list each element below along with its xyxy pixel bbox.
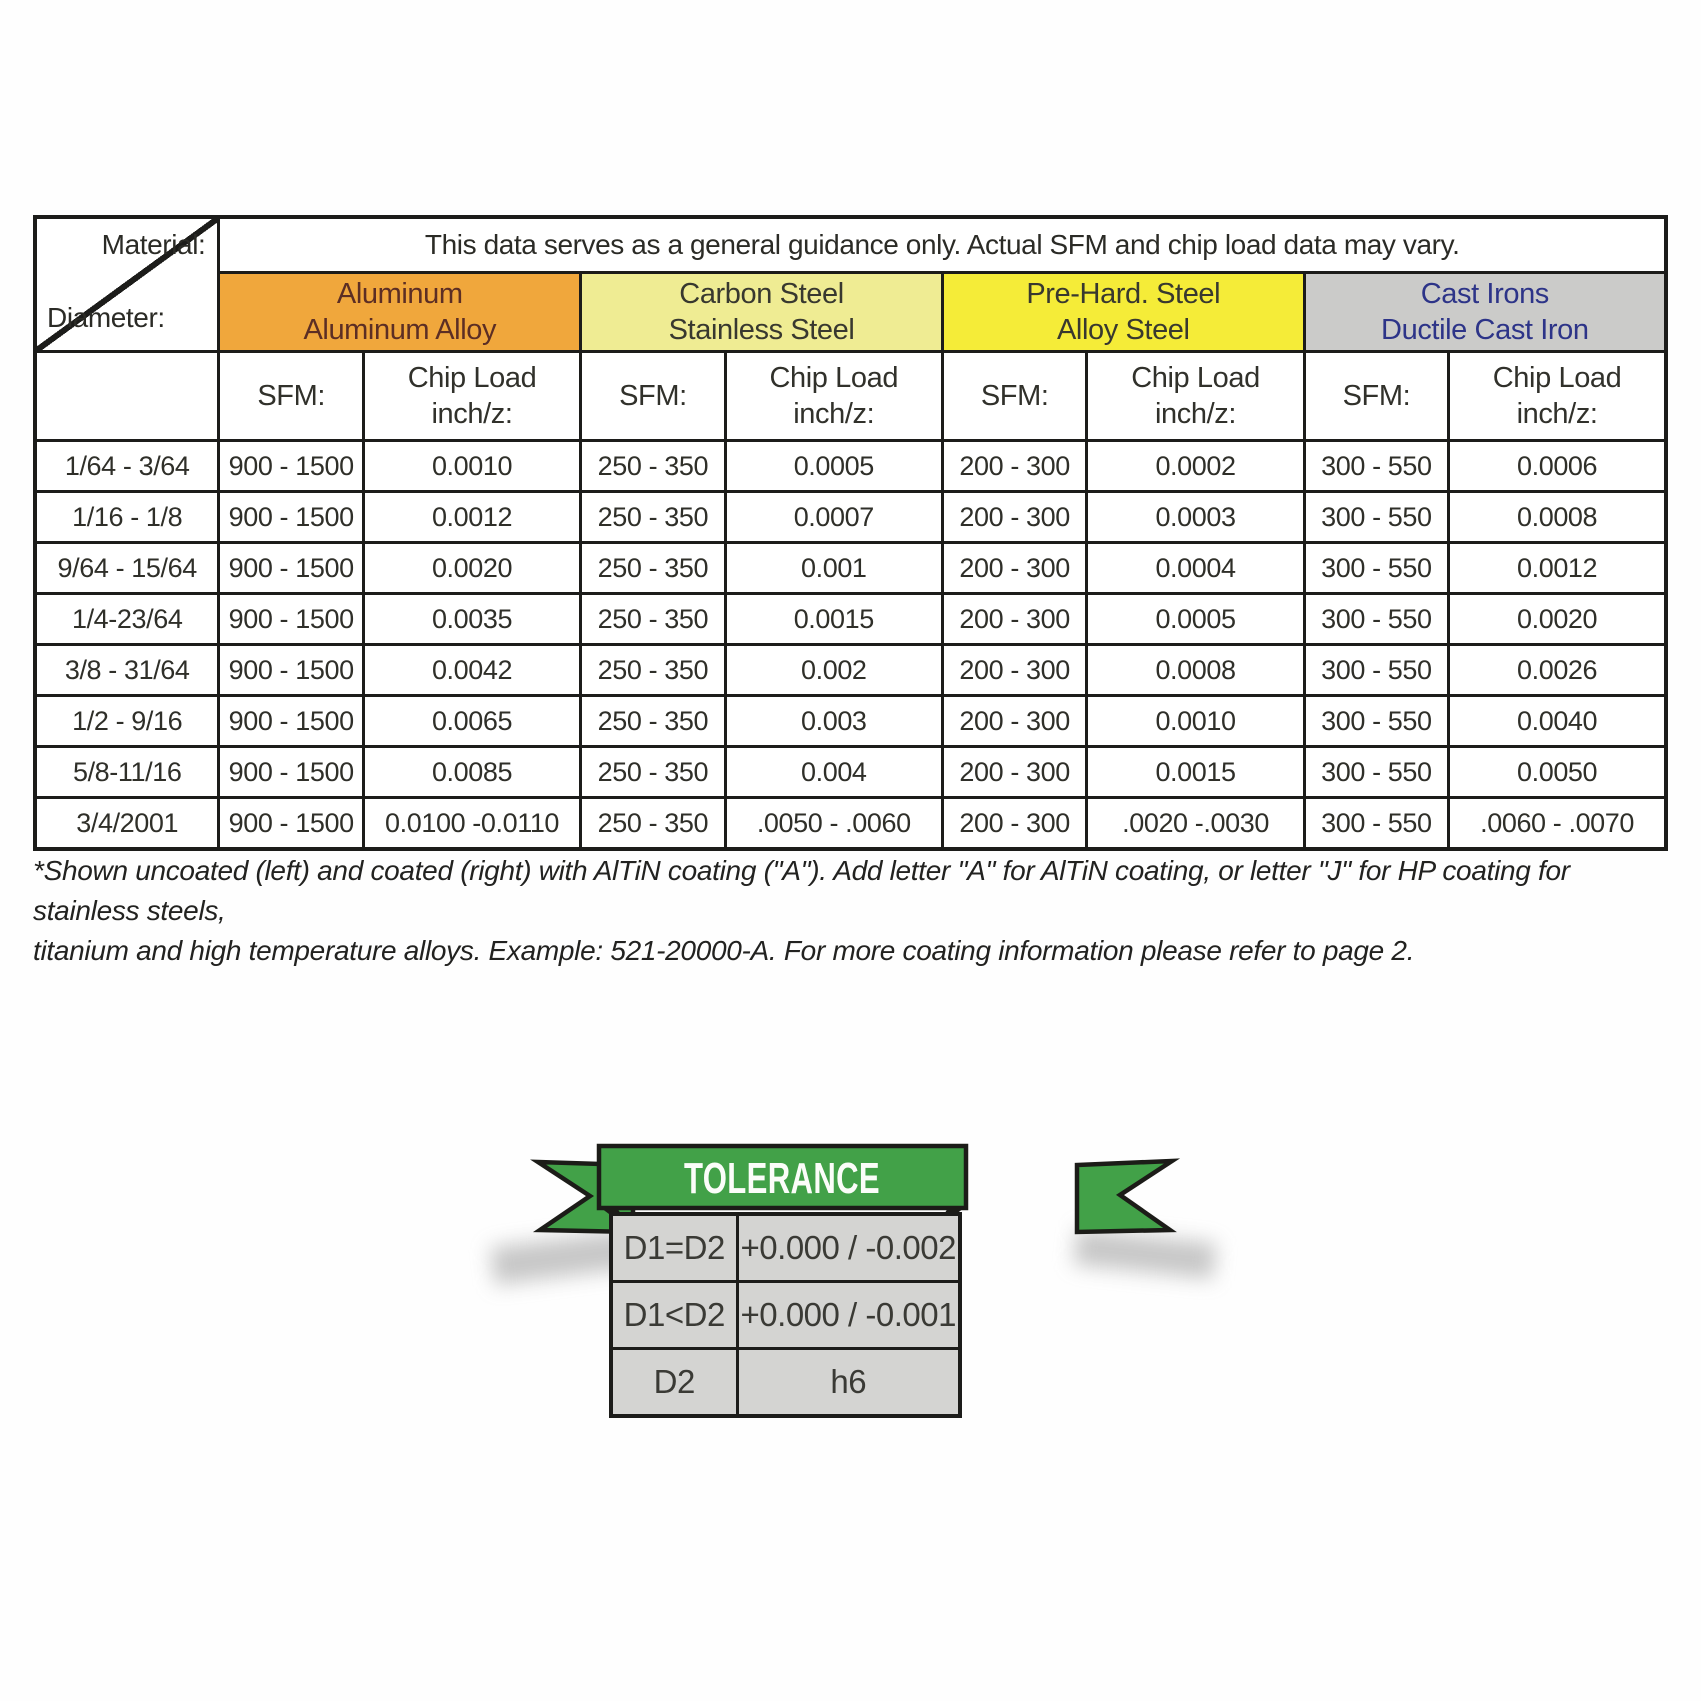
- chip-load-line1: Chip Load: [1131, 362, 1260, 394]
- material-name: Carbon Steel: [679, 278, 844, 310]
- diameter-cell: 1/16 - 1/8: [35, 492, 219, 543]
- sfm-cell: 300 - 550: [1304, 696, 1449, 747]
- sfm-cell: 300 - 550: [1304, 645, 1449, 696]
- chip-load-cell: 0.0005: [1087, 594, 1304, 645]
- chip-load-cell: .0020 -.0030: [1087, 798, 1304, 850]
- chip-load-cell: 0.0065: [363, 696, 580, 747]
- chip-load-cell: 0.002: [725, 645, 942, 696]
- tolerance-condition: D2: [611, 1349, 737, 1417]
- diameter-cell: 9/64 - 15/64: [35, 543, 219, 594]
- chip-load-header: [363, 352, 580, 441]
- sfm-cell: 200 - 300: [942, 645, 1087, 696]
- chip-load-cell: 0.0050: [1449, 747, 1666, 798]
- material-group-header-2: [581, 273, 943, 352]
- sfm-header: SFM:: [1304, 352, 1449, 441]
- coating-footnote: [33, 851, 1681, 971]
- diameter-cell: 1/64 - 3/64: [35, 441, 219, 492]
- tolerance-condition: D1=D2: [611, 1214, 737, 1282]
- material-group-header-3: [942, 273, 1304, 352]
- sfm-cell: 200 - 300: [942, 492, 1087, 543]
- tolerance-value: +0.000 / -0.001: [737, 1282, 960, 1349]
- chip-load-cell: 0.0085: [363, 747, 580, 798]
- chip-load-line2: inch/z:: [1516, 398, 1598, 430]
- material-name: Aluminum: [336, 278, 463, 310]
- chip-load-line1: Chip Load: [1492, 362, 1622, 394]
- chip-load-cell: 0.001: [725, 543, 942, 594]
- material-name: Cast Irons: [1420, 278, 1549, 310]
- chip-load-cell: 0.0020: [1449, 594, 1666, 645]
- sfm-cell: 250 - 350: [581, 747, 726, 798]
- tolerance-value: h6: [737, 1349, 960, 1417]
- chip-load-cell: 0.0010: [1087, 696, 1304, 747]
- tolerance-row: [611, 1282, 960, 1349]
- footnote-line-2: titanium and high temperature alloys. Example: 521-20000-A. For more coating information please refer to page 2.: [33, 935, 1415, 966]
- material-label: Material:: [101, 229, 206, 260]
- chip-load-cell: 0.0003: [1087, 492, 1304, 543]
- sfm-cell: 900 - 1500: [219, 594, 364, 645]
- chip-load-cell: .0060 - .0070: [1449, 798, 1666, 850]
- table-row: [35, 798, 1666, 850]
- chip-load-header: [1087, 352, 1304, 441]
- guidance-note: This data serves as a general guidance only. Actual SFM and chip load data may vary.: [219, 217, 1666, 273]
- sfm-cell: 900 - 1500: [219, 441, 364, 492]
- chip-load-cell: 0.0007: [725, 492, 942, 543]
- chip-load-cell: 0.004: [725, 747, 942, 798]
- sfm-cell: 900 - 1500: [219, 696, 364, 747]
- diameter-cell: 3/8 - 31/64: [35, 645, 219, 696]
- sfm-cell: 200 - 300: [942, 543, 1087, 594]
- material-subname: Ductile Cast Iron: [1381, 314, 1589, 346]
- sfm-cell: 300 - 550: [1304, 492, 1449, 543]
- chip-load-cell: 0.0015: [1087, 747, 1304, 798]
- chip-load-cell: .0050 - .0060: [725, 798, 942, 850]
- footnote-line-1: *Shown uncoated (left) and coated (right) with AlTiN coating ("A"). Add letter "A" for AlTiN coating, or letter "J" for HP coating for stainless steels,: [33, 855, 1570, 926]
- sfm-cell: 250 - 350: [581, 492, 726, 543]
- tolerance-row: [611, 1349, 960, 1417]
- material-name: Pre-Hard. Steel: [1026, 278, 1221, 310]
- chip-load-line2: inch/z:: [793, 398, 875, 430]
- chip-load-line1: Chip Load: [769, 362, 899, 394]
- sfm-cell: 300 - 550: [1304, 798, 1449, 850]
- chip-load-cell: 0.0006: [1449, 441, 1666, 492]
- sfm-cell: 900 - 1500: [219, 747, 364, 798]
- chip-load-cell: 0.0002: [1087, 441, 1304, 492]
- table-row: [35, 645, 1666, 696]
- chip-load-line2: inch/z:: [431, 398, 513, 430]
- diameter-cell: 1/4-23/64: [35, 594, 219, 645]
- chip-load-header: [725, 352, 942, 441]
- sfm-cell: 300 - 550: [1304, 594, 1449, 645]
- chip-load-cell: 0.0012: [363, 492, 580, 543]
- sfm-header: SFM:: [219, 352, 364, 441]
- chip-load-cell: 0.0004: [1087, 543, 1304, 594]
- tolerance-value: +0.000 / -0.002: [737, 1214, 960, 1282]
- corner-diagonal-cell: [35, 217, 219, 352]
- chip-load-line1: Chip Load: [407, 362, 537, 394]
- chip-load-cell: 0.0026: [1449, 645, 1666, 696]
- chip-load-cell: 0.0012: [1449, 543, 1666, 594]
- chip-load-cell: 0.003: [725, 696, 942, 747]
- sfm-cell: 900 - 1500: [219, 492, 364, 543]
- table-row: [35, 492, 1666, 543]
- chip-load-cell: 0.0008: [1449, 492, 1666, 543]
- sfm-cell: 250 - 350: [581, 696, 726, 747]
- tolerance-row: [611, 1214, 960, 1282]
- sfm-cell: 200 - 300: [942, 696, 1087, 747]
- notice-row: [35, 217, 1666, 273]
- sfm-cell: 250 - 350: [581, 543, 726, 594]
- sfm-cell: 900 - 1500: [219, 645, 364, 696]
- chip-load-cell: 0.0040: [1449, 696, 1666, 747]
- ribbon-right-tail: [1077, 1161, 1172, 1232]
- blank-corner-cell: [35, 352, 219, 441]
- sfm-cell: 200 - 300: [942, 594, 1087, 645]
- sfm-cell: 200 - 300: [942, 441, 1087, 492]
- chip-load-cell: 0.0010: [363, 441, 580, 492]
- sfm-cell: 250 - 350: [581, 645, 726, 696]
- table-row: [35, 543, 1666, 594]
- sfm-cell: 900 - 1500: [219, 798, 364, 850]
- material-group-header-1: [219, 273, 581, 352]
- chip-load-cell: 0.0020: [363, 543, 580, 594]
- table-row: [35, 594, 1666, 645]
- diameter-cell: 3/4/2001: [35, 798, 219, 850]
- chip-load-cell: 0.0015: [725, 594, 942, 645]
- diameter-label: Diameter:: [47, 302, 165, 333]
- sfm-cell: 200 - 300: [942, 747, 1087, 798]
- chip-load-cell: 0.0035: [363, 594, 580, 645]
- table-row: [35, 441, 1666, 492]
- sfm-cell: 250 - 350: [581, 441, 726, 492]
- sfm-cell: 200 - 300: [942, 798, 1087, 850]
- chip-load-line2: inch/z:: [1155, 398, 1237, 430]
- subheader-row: [35, 352, 1666, 441]
- chip-load-cell: 0.0100 -0.0110: [363, 798, 580, 850]
- diameter-cell: 5/8-11/16: [35, 747, 219, 798]
- sfm-cell: 300 - 550: [1304, 747, 1449, 798]
- chip-load-cell: 0.0008: [1087, 645, 1304, 696]
- tolerance-title: TOLERANCE: [684, 1154, 880, 1203]
- tolerance-rows: [611, 1214, 960, 1416]
- material-group-header-4: [1304, 273, 1666, 352]
- sfm-header: SFM:: [581, 352, 726, 441]
- diameter-cell: 1/2 - 9/16: [35, 696, 219, 747]
- speeds-feeds-table: [33, 215, 1668, 851]
- material-subname: Aluminum Alloy: [303, 314, 497, 346]
- sfm-cell: 300 - 550: [1304, 543, 1449, 594]
- tolerance-condition: D1<D2: [611, 1282, 737, 1349]
- material-subname: Stainless Steel: [668, 314, 855, 346]
- sfm-cell: 250 - 350: [581, 594, 726, 645]
- tolerance-table: [609, 1212, 962, 1418]
- table-row: [35, 747, 1666, 798]
- material-header-row: [35, 273, 1666, 352]
- chip-load-header: [1449, 352, 1666, 441]
- sfm-cell: 900 - 1500: [219, 543, 364, 594]
- chip-load-cell: 0.0042: [363, 645, 580, 696]
- table-row: [35, 696, 1666, 747]
- data-rows: [35, 441, 1666, 850]
- sfm-header: SFM:: [942, 352, 1087, 441]
- chip-load-cell: 0.0005: [725, 441, 942, 492]
- material-subname: Alloy Steel: [1056, 314, 1190, 346]
- sfm-cell: 300 - 550: [1304, 441, 1449, 492]
- sfm-cell: 250 - 350: [581, 798, 726, 850]
